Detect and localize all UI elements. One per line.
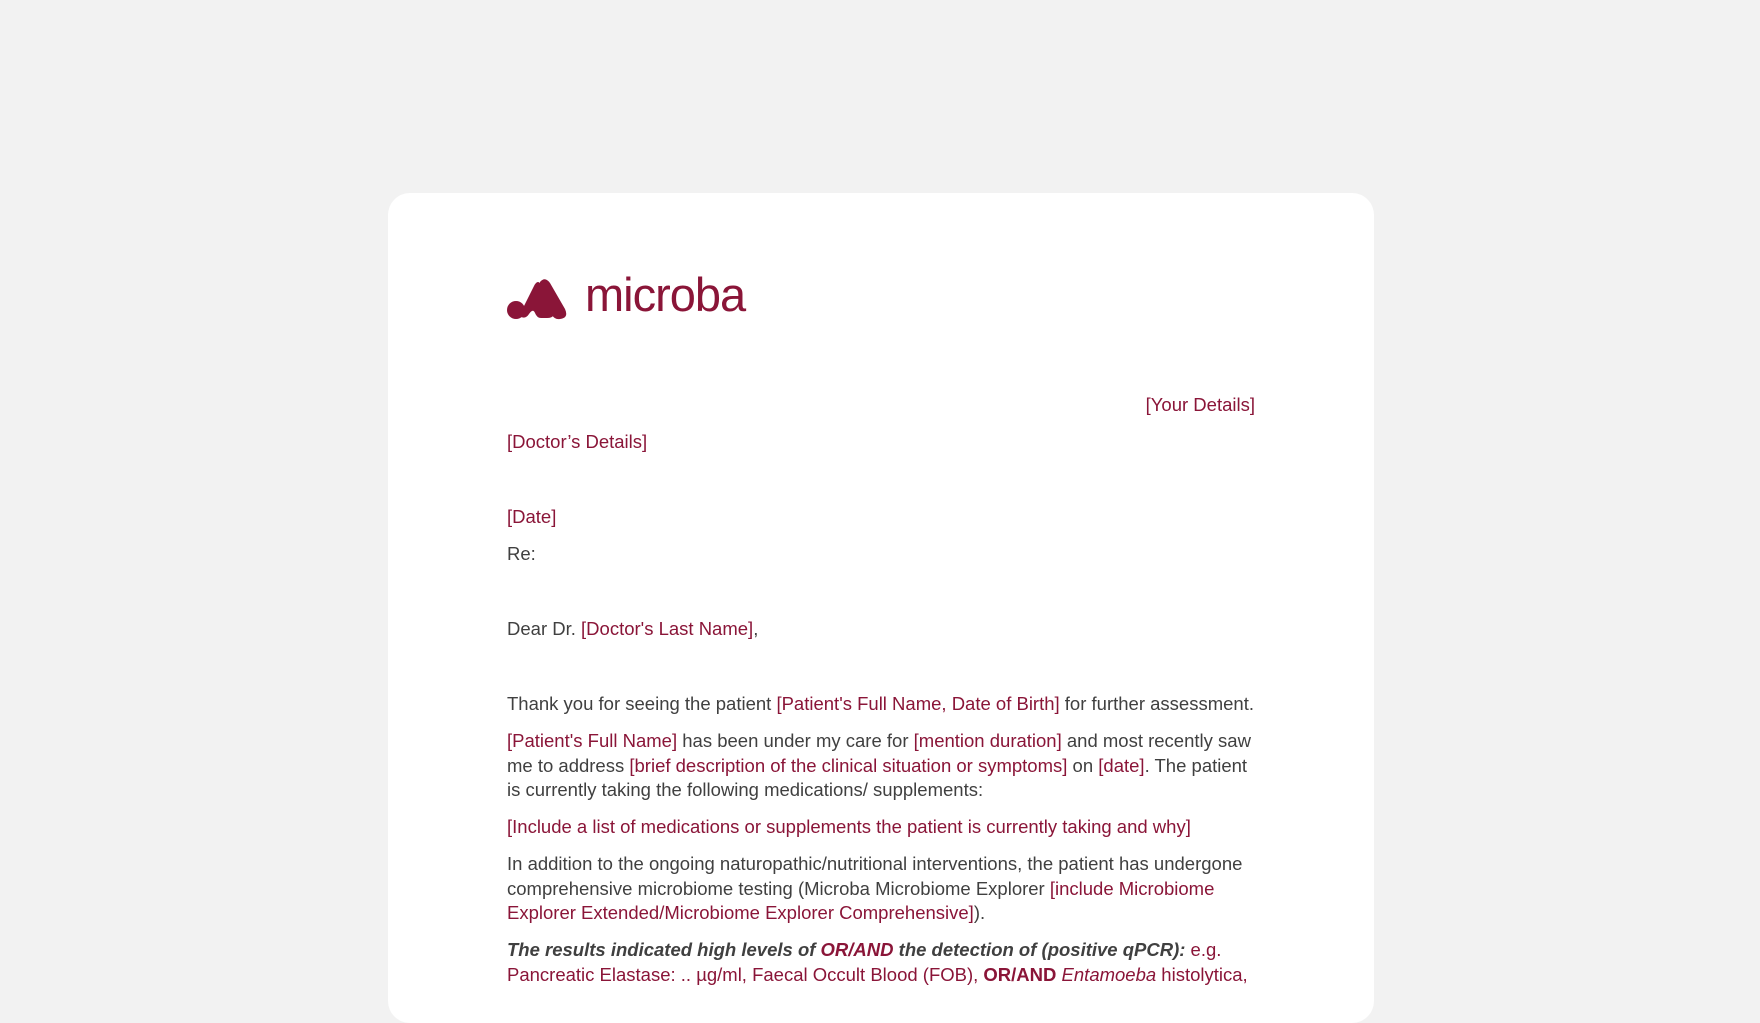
test-type: [include Microbiome Explorer Extended/Microbiome Explorer Comprehensive] — [507, 877, 1215, 923]
patient-name: [Patient's Full Name] — [507, 730, 678, 751]
histolytica: histolytica, — [1156, 963, 1248, 985]
salutation — [507, 617, 1255, 642]
medications-list: [Include a list of medications or supplements the patient is currently taking and why] — [507, 816, 1191, 837]
p2-text-2: and most recently saw me to address — [507, 730, 1251, 776]
patient-name-dob: [Patient's Full Name, Date of Birth] — [776, 693, 1060, 714]
results-example: e.g. Pancreatic Elastase: .. µg/ml, Faecal Occult Blood (FOB), — [507, 939, 1222, 985]
p5-lead: The results indicated high levels of — [507, 939, 821, 960]
p2-text-4: . The patient is currently taking the following medications/ supplements: — [507, 754, 1248, 800]
paragraph-results — [507, 938, 1255, 987]
or-and-1: OR/AND — [820, 939, 894, 960]
paragraph-testing — [507, 852, 1255, 926]
entamoeba: Entamoeba — [1061, 963, 1157, 985]
doctor-details: [Doctor’s Details] — [507, 431, 648, 452]
salutation-suffix: , — [753, 618, 759, 639]
p4-text: In addition to the ongoing naturopathic/nutritional interventions, the patient has undergone comprehensive microbiome testing (Microba Microbiome Explorer — [507, 853, 1243, 899]
p1-text: Thank you for seeing the patient — [507, 693, 777, 714]
paragraph-care — [507, 729, 1255, 803]
p1-text-end: for further assessment. — [1059, 693, 1254, 714]
care-duration: [mention duration] — [913, 730, 1062, 751]
or-and-2: OR/AND — [983, 963, 1057, 985]
your-details: [Your Details] — [1145, 394, 1255, 415]
doctor-last-name: [Doctor's Last Name] — [581, 618, 754, 639]
p4-text-end: ). — [973, 902, 986, 923]
brand-name: microba — [585, 268, 746, 321]
re-line: Re: — [507, 543, 536, 564]
microba-dots-logo-icon — [507, 278, 569, 320]
brand-logo — [507, 268, 746, 322]
p5-lead-2: the detection of (positive qPCR): — [893, 939, 1186, 960]
p2-text: has been under my care for — [677, 730, 914, 751]
letter-card — [388, 193, 1374, 1023]
p2-text-3: on — [1067, 754, 1099, 776]
visit-date: [date] — [1098, 754, 1145, 776]
letter-date: [Date] — [507, 506, 557, 527]
clinical-description: [brief description of the clinical situation or symptoms] — [629, 754, 1068, 776]
paragraph-intro — [507, 692, 1255, 717]
salutation-prefix: Dear Dr. — [507, 618, 582, 639]
